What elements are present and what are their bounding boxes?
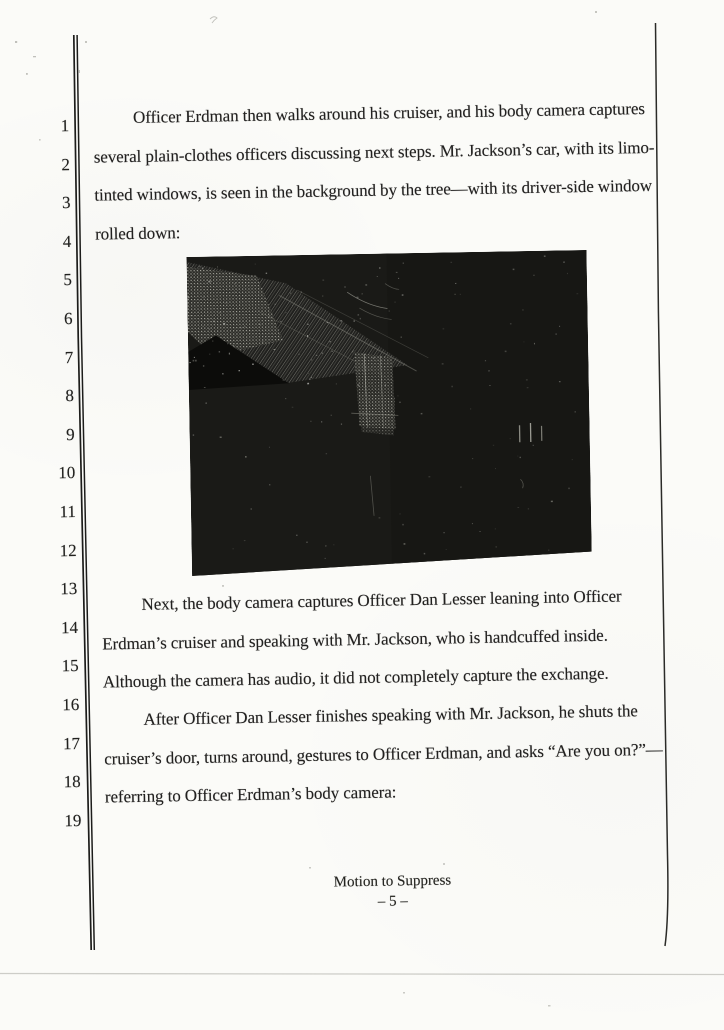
line-number: 3 <box>0 192 71 215</box>
line-number: 10 <box>0 462 75 485</box>
line-number: 14 <box>2 617 78 640</box>
line-number: 6 <box>0 308 73 331</box>
body-text-line: several plain-clothes officers discussing next steps. Mr. Jackson’s car, with its limo- <box>94 135 655 168</box>
line-number: 7 <box>0 347 73 370</box>
body-text-line: rolled down: <box>95 221 181 245</box>
line-number: 16 <box>3 694 79 717</box>
body-text-line: Erdman’s cruiser and speaking with Mr. Jackson, who is handcuffed inside. <box>102 623 608 655</box>
body-text-line: After Officer Dan Lesser finishes speaking with Mr. Jackson, he shuts the <box>143 699 638 731</box>
footer-page-number: – 5 – <box>378 891 408 912</box>
body-text-line: Next, the body camera captures Officer Dan Lesser leaning into Officer <box>141 584 621 615</box>
line-number: 11 <box>0 501 76 524</box>
body-text-line: tinted windows, is seen in the background by the tree—with its driver-side window <box>94 174 652 207</box>
line-number: 17 <box>4 733 80 756</box>
line-number: 15 <box>2 655 78 678</box>
line-number: 8 <box>0 385 74 408</box>
body-text-line: Although the camera has audio, it did not completely capture the exchange. <box>103 662 609 694</box>
footer <box>0 0 715 6</box>
body-text-line: cruiser’s door, turns around, gestures to Officer Erdman, and asks “Are you on?”— <box>104 737 663 770</box>
line-number: 2 <box>0 154 70 177</box>
body-camera-still-figure <box>187 250 593 576</box>
line-number: 13 <box>1 578 77 601</box>
body-text <box>0 0 715 6</box>
body-camera-still-image <box>187 250 593 576</box>
line-number-column <box>0 0 715 6</box>
line-number: 4 <box>0 231 71 254</box>
line-number: 18 <box>4 771 80 794</box>
footer-document-title: Motion to Suppress <box>334 871 452 893</box>
body-text-line: referring to Officer Erdman’s body camera: <box>105 780 397 808</box>
body-text-line: Officer Erdman then walks around his cruiser, and his body camera captures <box>133 97 645 129</box>
line-number: 9 <box>0 424 75 447</box>
line-number: 1 <box>0 115 69 138</box>
line-number: 5 <box>0 269 72 292</box>
line-number: 19 <box>5 810 81 833</box>
line-number: 12 <box>0 540 76 563</box>
